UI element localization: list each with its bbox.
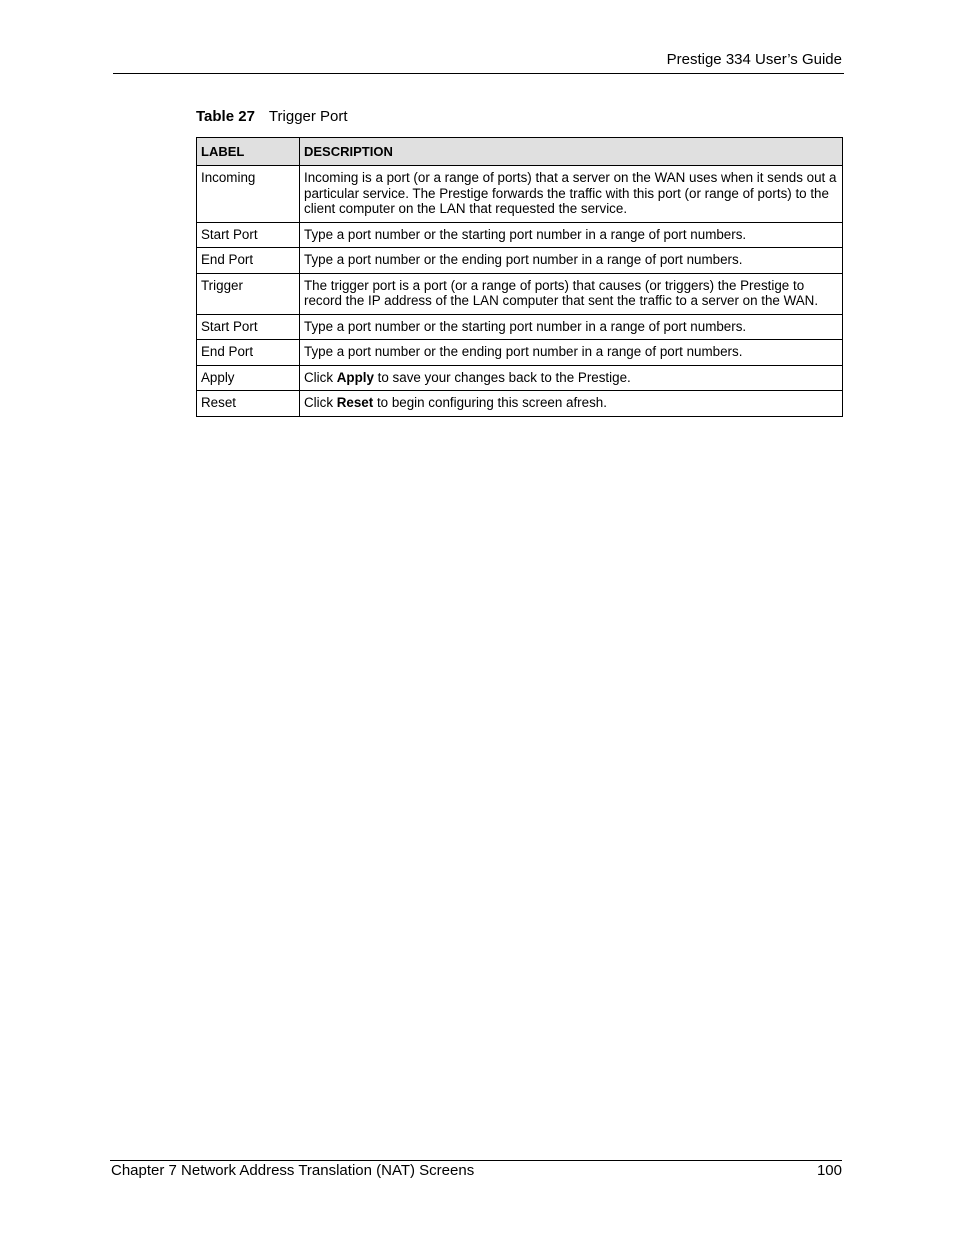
row-description: Type a port number or the ending port number in a range of port numbers.	[300, 248, 843, 274]
row-label: Trigger	[197, 273, 300, 314]
reset-term: Reset	[336, 395, 374, 410]
table-row	[197, 248, 843, 274]
running-header: Prestige 334 User’s Guide	[666, 51, 842, 68]
description-suffix: to save your changes back to the Prestige.	[373, 369, 631, 385]
column-header-description: DESCRIPTION	[300, 138, 843, 166]
trigger-port-table	[196, 137, 843, 417]
table-row	[197, 273, 843, 314]
row-label: Start Port	[197, 222, 300, 248]
table-caption	[196, 108, 348, 126]
table-header-row	[197, 138, 843, 166]
row-label: End Port	[197, 248, 300, 274]
table-row	[197, 391, 843, 417]
table-row	[197, 340, 843, 366]
row-label: Reset	[197, 391, 300, 417]
row-description: Type a port number or the ending port number in a range of port numbers.	[300, 340, 843, 366]
description-prefix: Click	[304, 395, 337, 410]
row-description	[300, 391, 843, 417]
row-label: Start Port	[197, 314, 300, 340]
row-description: The trigger port is a port (or a range of ports) that causes (or triggers) the Prestige to record the IP address of the LAN computer that sent the traffic to a server on the WAN.	[300, 273, 843, 314]
row-description	[300, 365, 843, 391]
header-divider	[113, 73, 844, 74]
table-title: Trigger Port	[268, 108, 348, 125]
row-label: Incoming	[197, 166, 300, 223]
row-description: Incoming is a port (or a range of ports) that a server on the WAN uses when it sends out a particular service. The Prestige forwards the traffic with this port (or range of ports) to the client computer on the LAN that requested the service.	[300, 166, 843, 223]
table-row	[197, 365, 843, 391]
footer-divider	[110, 1160, 842, 1161]
row-description: Type a port number or the starting port number in a range of port numbers.	[300, 222, 843, 248]
table-number: Table 27	[196, 108, 255, 125]
column-header-label: LABEL	[197, 138, 300, 166]
table-row	[197, 314, 843, 340]
row-label: End Port	[197, 340, 300, 366]
table-row	[197, 222, 843, 248]
footer-chapter-title: Chapter 7 Network Address Translation (NAT) Screens	[111, 1162, 475, 1179]
apply-term: Apply	[336, 369, 374, 385]
description-suffix: to begin configuring this screen afresh.	[373, 395, 607, 410]
description-prefix: Click	[304, 369, 337, 385]
table-row	[197, 166, 843, 223]
row-description: Type a port number or the starting port number in a range of port numbers.	[300, 314, 843, 340]
page-number: 100	[816, 1162, 842, 1179]
row-label: Apply	[197, 365, 300, 391]
